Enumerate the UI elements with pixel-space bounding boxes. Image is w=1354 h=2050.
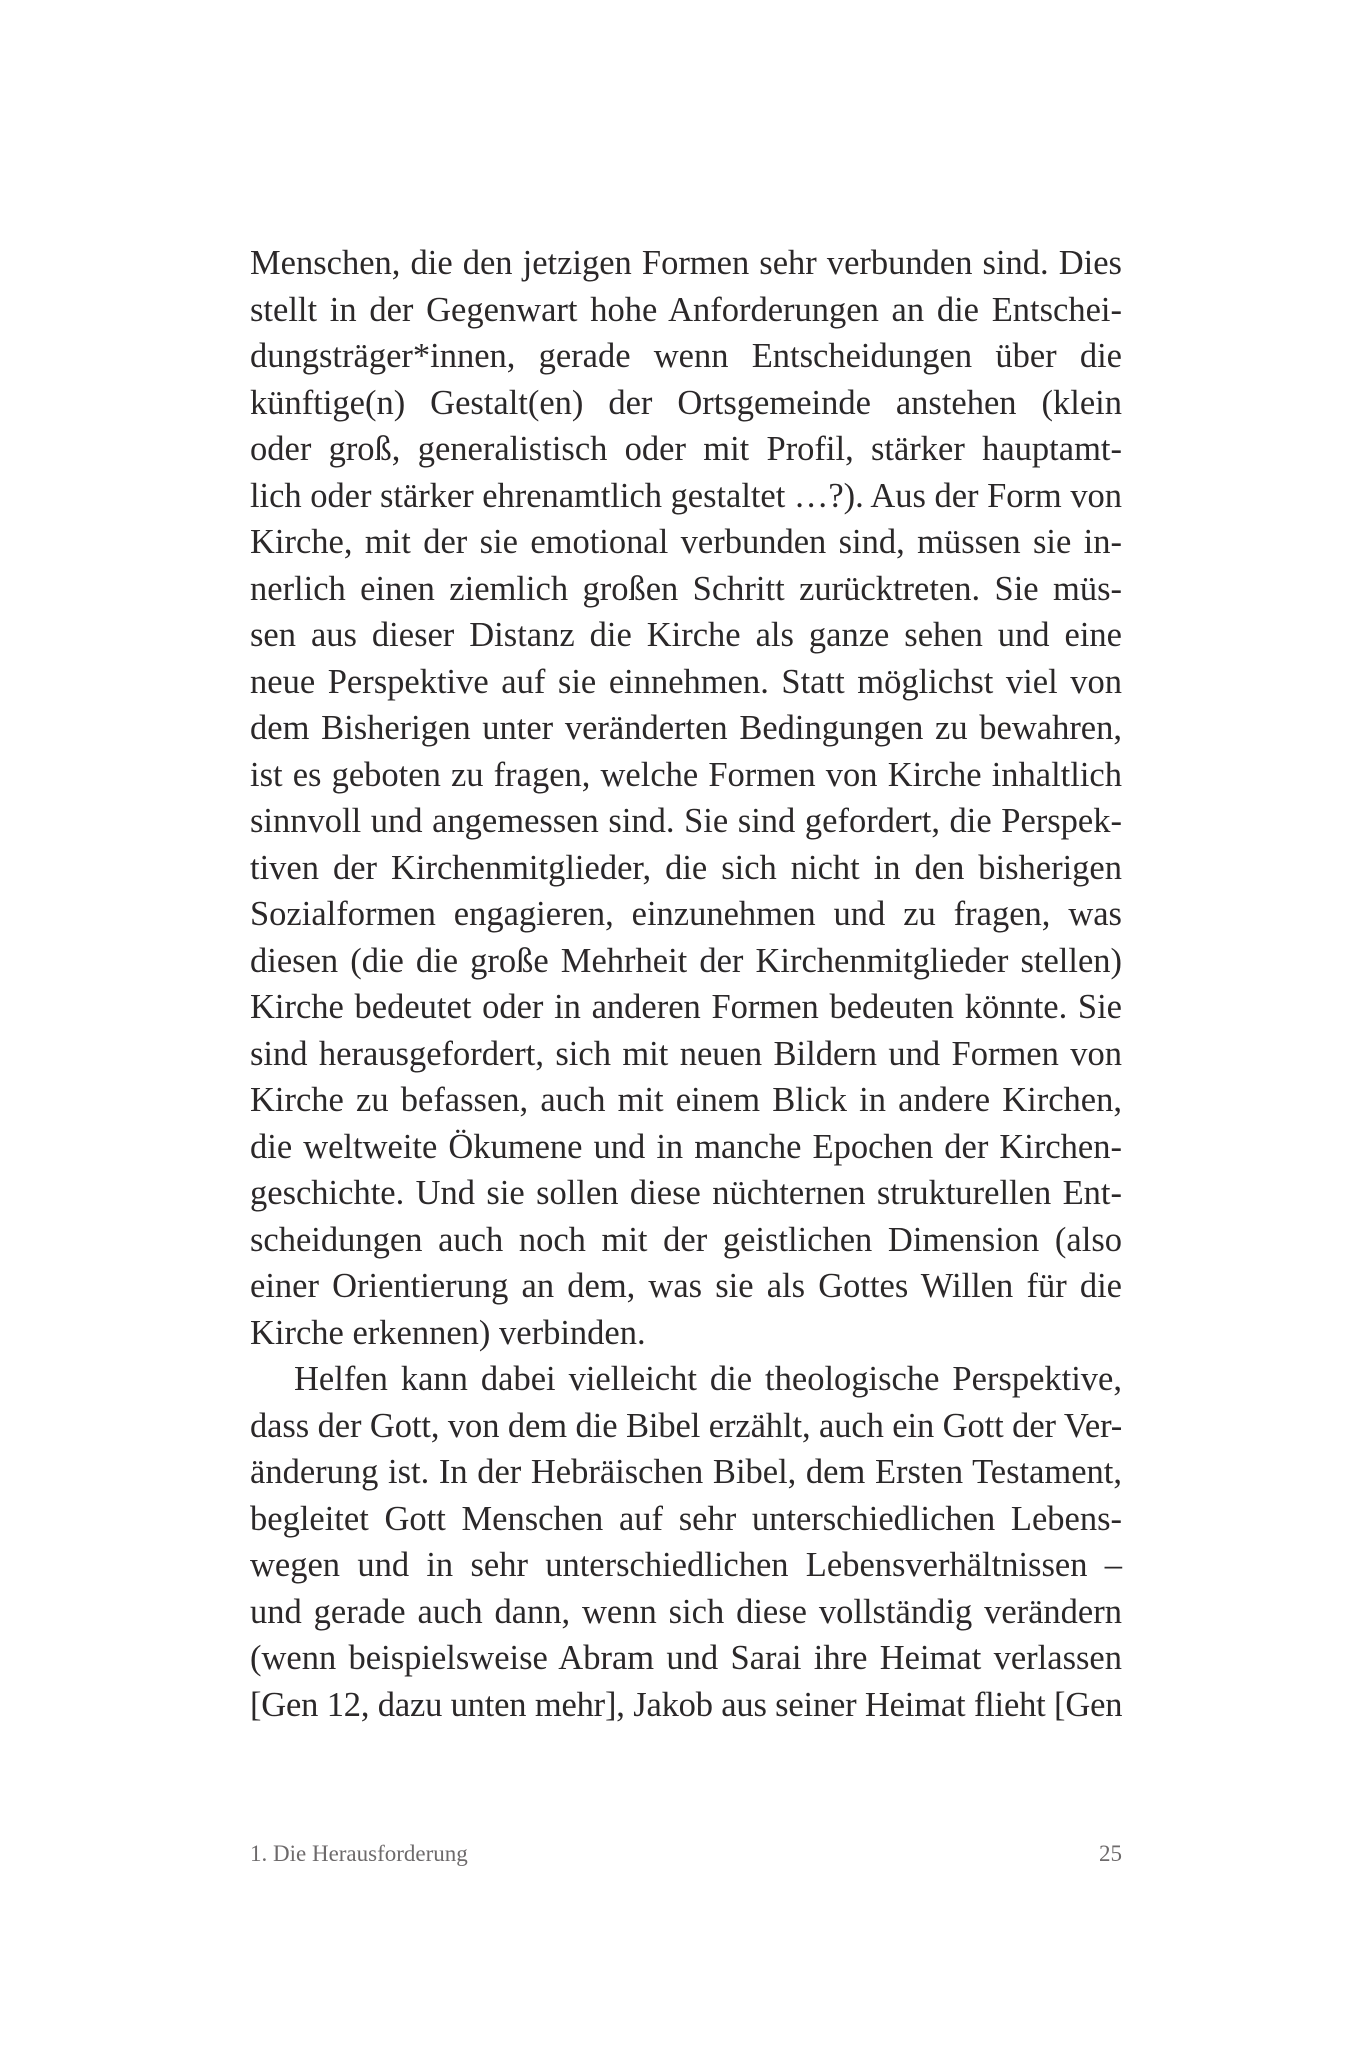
text-line: Kirche bedeutet oder in anderen Formen bedeuten könnte. Sie — [250, 988, 1122, 1026]
text-line: ist es geboten zu fragen, welche Formen von Kirche inhaltlich — [250, 755, 1122, 794]
text-line: und gerade auch dann, wenn sich diese vollständig verändern — [250, 1592, 1122, 1631]
text-line: künftige(n) Gestalt(en) der Ortsgemeinde anstehen (klein — [250, 383, 1122, 422]
text-line: Kirche, mit der sie emotional verbunden sind, müssen sie in- — [250, 523, 1122, 561]
page-footer — [250, 1838, 1122, 1870]
text-line: lich oder stärker ehrenamtlich gestaltet …?). Aus der Form von — [250, 476, 1122, 515]
text-line: dungsträger*innen, gerade wenn Entscheidungen über die — [250, 337, 1122, 375]
text-line: sinnvoll und angemessen sind. Sie sind gefordert, die Perspek- — [250, 802, 1122, 840]
text-line: begleitet Gott Menschen auf sehr unterschiedlichen Lebens- — [250, 1499, 1122, 1538]
page-number: 25 — [1099, 1841, 1122, 1866]
text-line: scheidungen auch noch mit der geistlichen Dimension (also — [250, 1220, 1122, 1259]
text-line: Kirche zu befassen, auch mit einem Blick in andere Kirchen, — [250, 1081, 1122, 1119]
text-line: tiven der Kirchenmitglieder, die sich nicht in den bisherigen — [250, 848, 1122, 887]
text-line: [Gen 12, dazu unten mehr], Jakob aus seiner Heimat flieht [Gen — [250, 1685, 1123, 1724]
text-line: sind herausgefordert, sich mit neuen Bildern und Formen von — [250, 1034, 1122, 1073]
text-line: Menschen, die den jetzigen Formen sehr verbunden sind. Dies — [250, 244, 1122, 282]
text-line: Sozialformen engagieren, einzunehmen und zu fragen, was — [250, 895, 1122, 933]
text-line: oder groß, generalistisch oder mit Profil, stärker hauptamt- — [250, 430, 1122, 468]
text-line: wegen und in sehr unterschiedlichen Lebensverhältnissen – — [250, 1546, 1122, 1584]
paragraph-end-line: Kirche erkennen) verbinden. — [250, 1313, 646, 1352]
text-line: einer Orientierung an dem, was sie als Gottes Willen für die — [250, 1267, 1122, 1305]
text-line: neue Perspektive auf sie einnehmen. Statt möglichst viel von — [250, 662, 1122, 701]
text-line: diesen (die die große Mehrheit der Kirchenmitglieder stellen) — [250, 941, 1122, 980]
paragraph-start-line: Helfen kann dabei vielleicht die theologische Perspektive, — [294, 1360, 1122, 1398]
text-line: dem Bisherigen unter veränderten Bedingungen zu bewahren, — [250, 709, 1122, 747]
text-line: (wenn beispielsweise Abram und Sarai ihre Heimat verlassen — [250, 1639, 1122, 1677]
body-text — [250, 240, 1122, 1728]
text-line: nerlich einen ziemlich großen Schritt zurücktreten. Sie müs- — [250, 569, 1122, 608]
text-line: änderung ist. In der Hebräischen Bibel, dem Ersten Testament, — [250, 1453, 1122, 1491]
text-line: dass der Gott, von dem die Bibel erzählt, auch ein Gott der Ver- — [250, 1406, 1123, 1445]
text-line: sen aus dieser Distanz die Kirche als ganze sehen und eine — [250, 616, 1122, 654]
running-footer-chapter: 1. Die Herausforderung — [250, 1841, 468, 1866]
text-line: die weltweite Ökumene und in manche Epochen der Kirchen- — [250, 1127, 1122, 1166]
text-line: stellt in der Gegenwart hohe Anforderungen an die Entschei- — [250, 290, 1122, 329]
text-line: geschichte. Und sie sollen diese nüchternen strukturellen Ent- — [250, 1174, 1122, 1212]
